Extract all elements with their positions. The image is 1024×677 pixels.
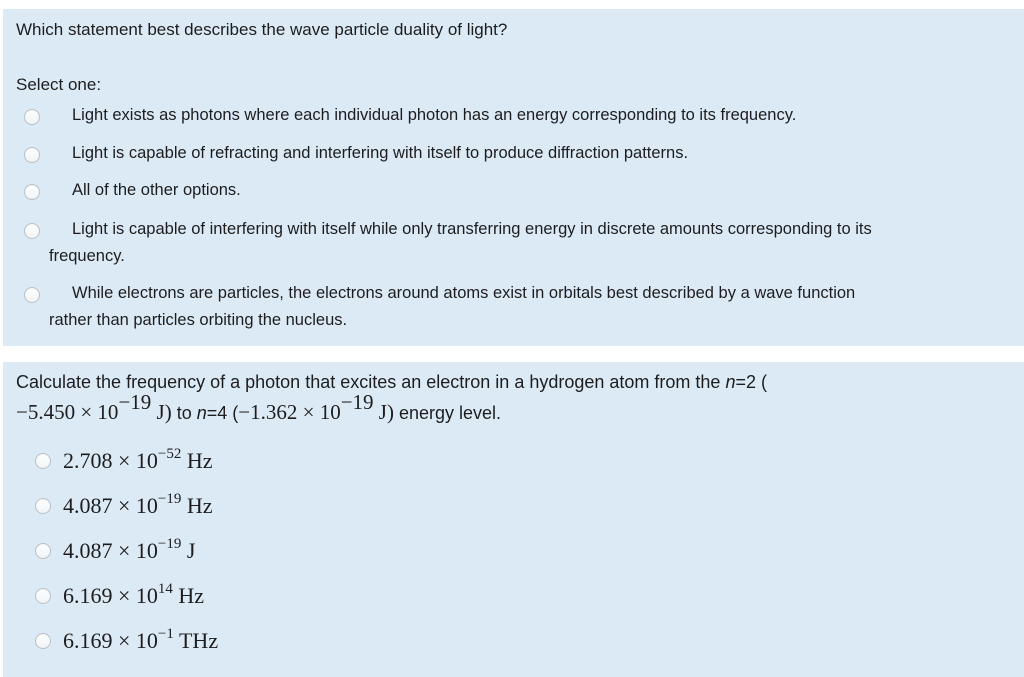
q1-option-3-radio[interactable]: [24, 184, 40, 200]
q2-to: to: [171, 403, 197, 423]
q2-text-a: Calculate the frequency of a photon that excites an electron in a hydrogen atom from the: [16, 372, 726, 392]
q1-option-5-radio[interactable]: [24, 287, 40, 303]
q2-option-1-label: [63, 448, 213, 474]
q2-energy2-mantissa: −1.362 × 10: [238, 400, 341, 424]
q2-option-5-radio[interactable]: [35, 633, 51, 649]
q1-option-5-label: While electrons are particles, the electrons around atoms exist in orbitals best described by a wave function: [72, 284, 856, 302]
q2-option-1-exponent: −52: [157, 446, 182, 462]
question-2-panel: [3, 362, 1024, 677]
q2-energy1-mantissa: −5.450 × 10: [16, 400, 119, 424]
q2-n1: n: [725, 372, 736, 392]
q2-option-4-mantissa: 6.169 × 10: [63, 583, 158, 608]
q2-option-3-mantissa: 4.087 × 10: [63, 538, 158, 563]
q1-option-1-label: Light exists as photons where each individual photon has an energy corresponding to its frequency.: [72, 106, 797, 124]
q2-n2-eq: =4 (: [206, 403, 239, 423]
q2-option-2-radio[interactable]: [35, 498, 51, 514]
q1-option-3-label: All of the other options.: [72, 181, 241, 199]
question-1-panel: [3, 9, 1024, 346]
q2-energy2-unit: J): [373, 400, 394, 424]
q2-option-1-unit: Hz: [181, 448, 213, 473]
q2-option-5-mantissa: 6.169 × 10: [63, 628, 158, 653]
q2-option-3-label: [63, 538, 195, 564]
q2-option-5-label: [63, 628, 218, 654]
q1-option-4-label: Light is capable of interfering with itself while only transferring energy in discrete amounts corresponding to its: [72, 220, 872, 238]
q2-energy1-exponent: −19: [118, 390, 152, 414]
q1-option-2-label: Light is capable of refracting and interfering with itself to produce diffraction patterns.: [72, 144, 689, 162]
q1-option-5-label-cont: rather than particles orbiting the nucleus.: [49, 311, 348, 329]
q2-option-1-mantissa: 2.708 × 10: [63, 448, 158, 473]
q1-option-1-radio[interactable]: [24, 109, 40, 125]
q2-option-4-label: [63, 583, 204, 609]
q2-n1-eq: =2 (: [735, 372, 767, 392]
q2-option-4-exponent: 14: [157, 581, 173, 597]
question-1-text: Which statement best describes the wave particle duality of light?: [16, 20, 508, 39]
q2-text-tail: energy level.: [393, 403, 502, 423]
q2-option-5-unit: THz: [173, 628, 219, 653]
q2-energy1-unit: J): [151, 400, 172, 424]
q2-energy2-exponent: −19: [340, 390, 374, 414]
q1-option-4-radio[interactable]: [24, 223, 40, 239]
q2-option-5-exponent: −1: [157, 626, 174, 642]
q2-option-2-label: [63, 493, 213, 519]
select-one-prompt: Select one:: [16, 75, 102, 94]
q2-n2: n: [196, 403, 207, 423]
q1-option-4-label-cont: frequency.: [49, 247, 125, 265]
question-2-text-line2: [16, 390, 502, 425]
q2-option-3-exponent: −19: [157, 536, 182, 552]
q2-option-4-radio[interactable]: [35, 588, 51, 604]
q2-option-2-exponent: −19: [157, 491, 182, 507]
q2-option-4-unit: Hz: [172, 583, 205, 608]
q1-option-2-radio[interactable]: [24, 147, 40, 163]
q2-option-2-mantissa: 4.087 × 10: [63, 493, 158, 518]
q2-option-2-unit: Hz: [181, 493, 213, 518]
q2-option-3-unit: J: [181, 538, 196, 563]
q2-option-3-radio[interactable]: [35, 543, 51, 559]
q2-option-1-radio[interactable]: [35, 453, 51, 469]
